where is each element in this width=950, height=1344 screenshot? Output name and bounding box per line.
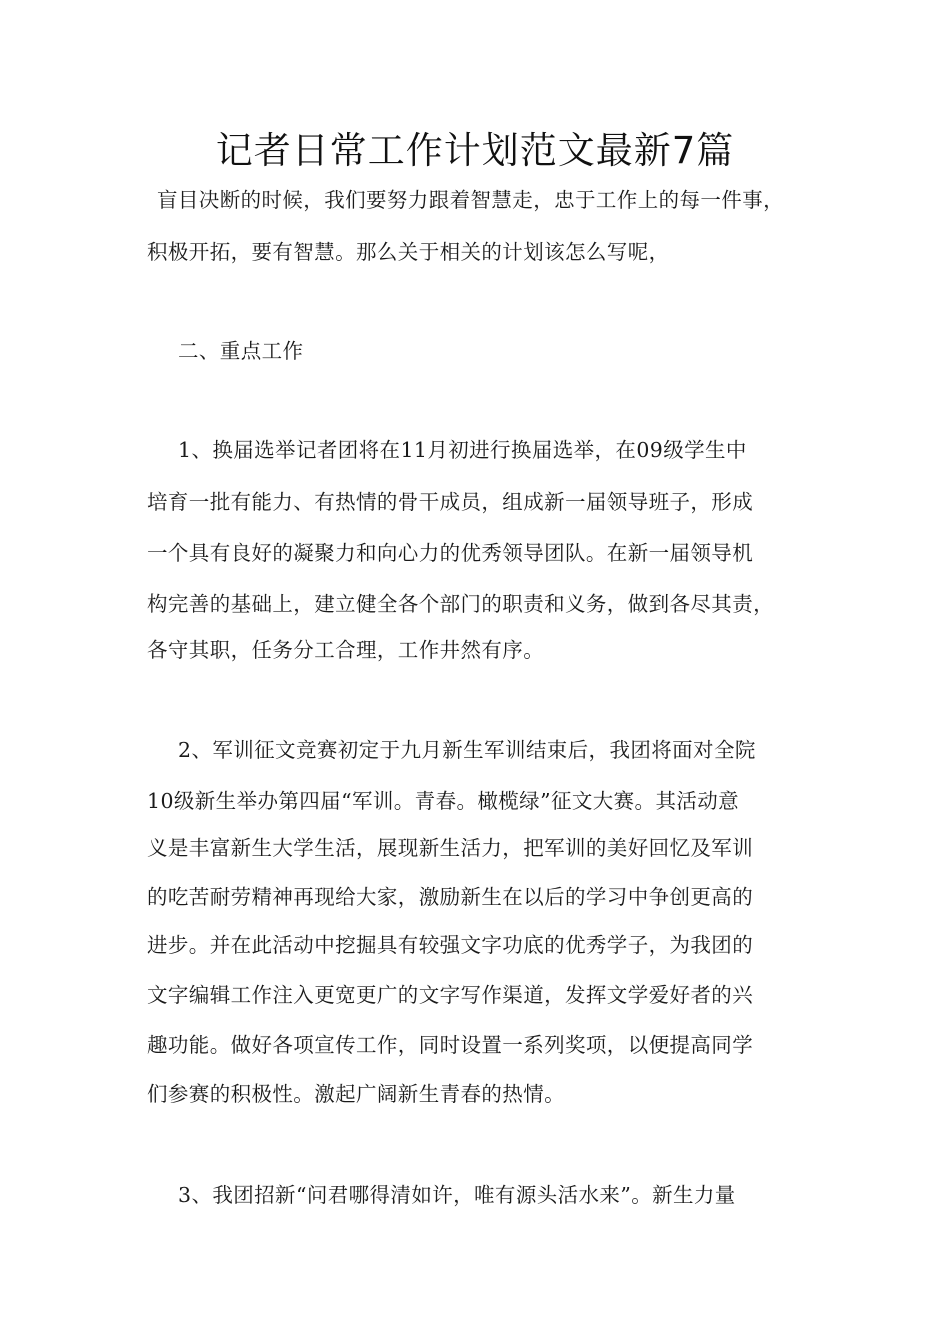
item2-line-2: 10级新生举办第四届“军训。青春。橄榄绿”征文大赛。其活动意: [147, 789, 740, 813]
item1-line-3: 一个具有良好的凝聚力和向心力的优秀领导团队。在新一届领导机: [147, 541, 754, 565]
item2-line-8: 们参赛的积极性。激起广阔新生青春的热情。: [147, 1082, 565, 1106]
item3-line-1: 3、我团招新“问君哪得清如许，唯有源头活水来”。新生力量: [178, 1183, 736, 1207]
item2-line-1: 2、军训征文竞赛初定于九月新生军训结束后，我团将面对全院: [178, 738, 756, 762]
item2-line-7: 趣功能。做好各项宣传工作，同时设置一系列奖项，以便提高同学: [147, 1033, 754, 1057]
item2-line-3: 义是丰富新生大学生活，展现新生活力，把军训的美好回忆及军训: [147, 836, 754, 860]
item1-line-2: 培育一批有能力、有热情的骨干成员，组成新一届领导班子，形成: [147, 490, 754, 514]
item1-line-1: 1、换届选举记者团将在11月初进行换届选举，在09级学生中: [178, 438, 747, 462]
intro-line-2: 积极开拓，要有智慧。那么关于相关的计划该怎么写呢，: [147, 240, 670, 264]
item2-line-6: 文字编辑工作注入更宽更广的文字写作渠道，发挥文学爱好者的兴: [147, 983, 754, 1007]
item1-line-4: 构完善的基础上，建立健全各个部门的职责和义务，做到各尽其责，: [147, 592, 774, 616]
document-title: 记者日常工作计划范文最新7篇: [215, 129, 735, 172]
item2-line-4: 的吃苦耐劳精神再现给大家，激励新生在以后的学习中争创更高的: [147, 885, 754, 909]
item2-line-5: 进步。并在此活动中挖掘具有较强文字功底的优秀学子，为我团的: [147, 933, 754, 957]
item1-line-5: 各守其职，任务分工合理，工作井然有序。: [147, 638, 545, 662]
section-heading: 二、重点工作: [178, 339, 304, 363]
intro-line-1: 盲目决断的时候，我们要努力跟着智慧走，忠于工作上的每一件事，: [157, 188, 784, 212]
